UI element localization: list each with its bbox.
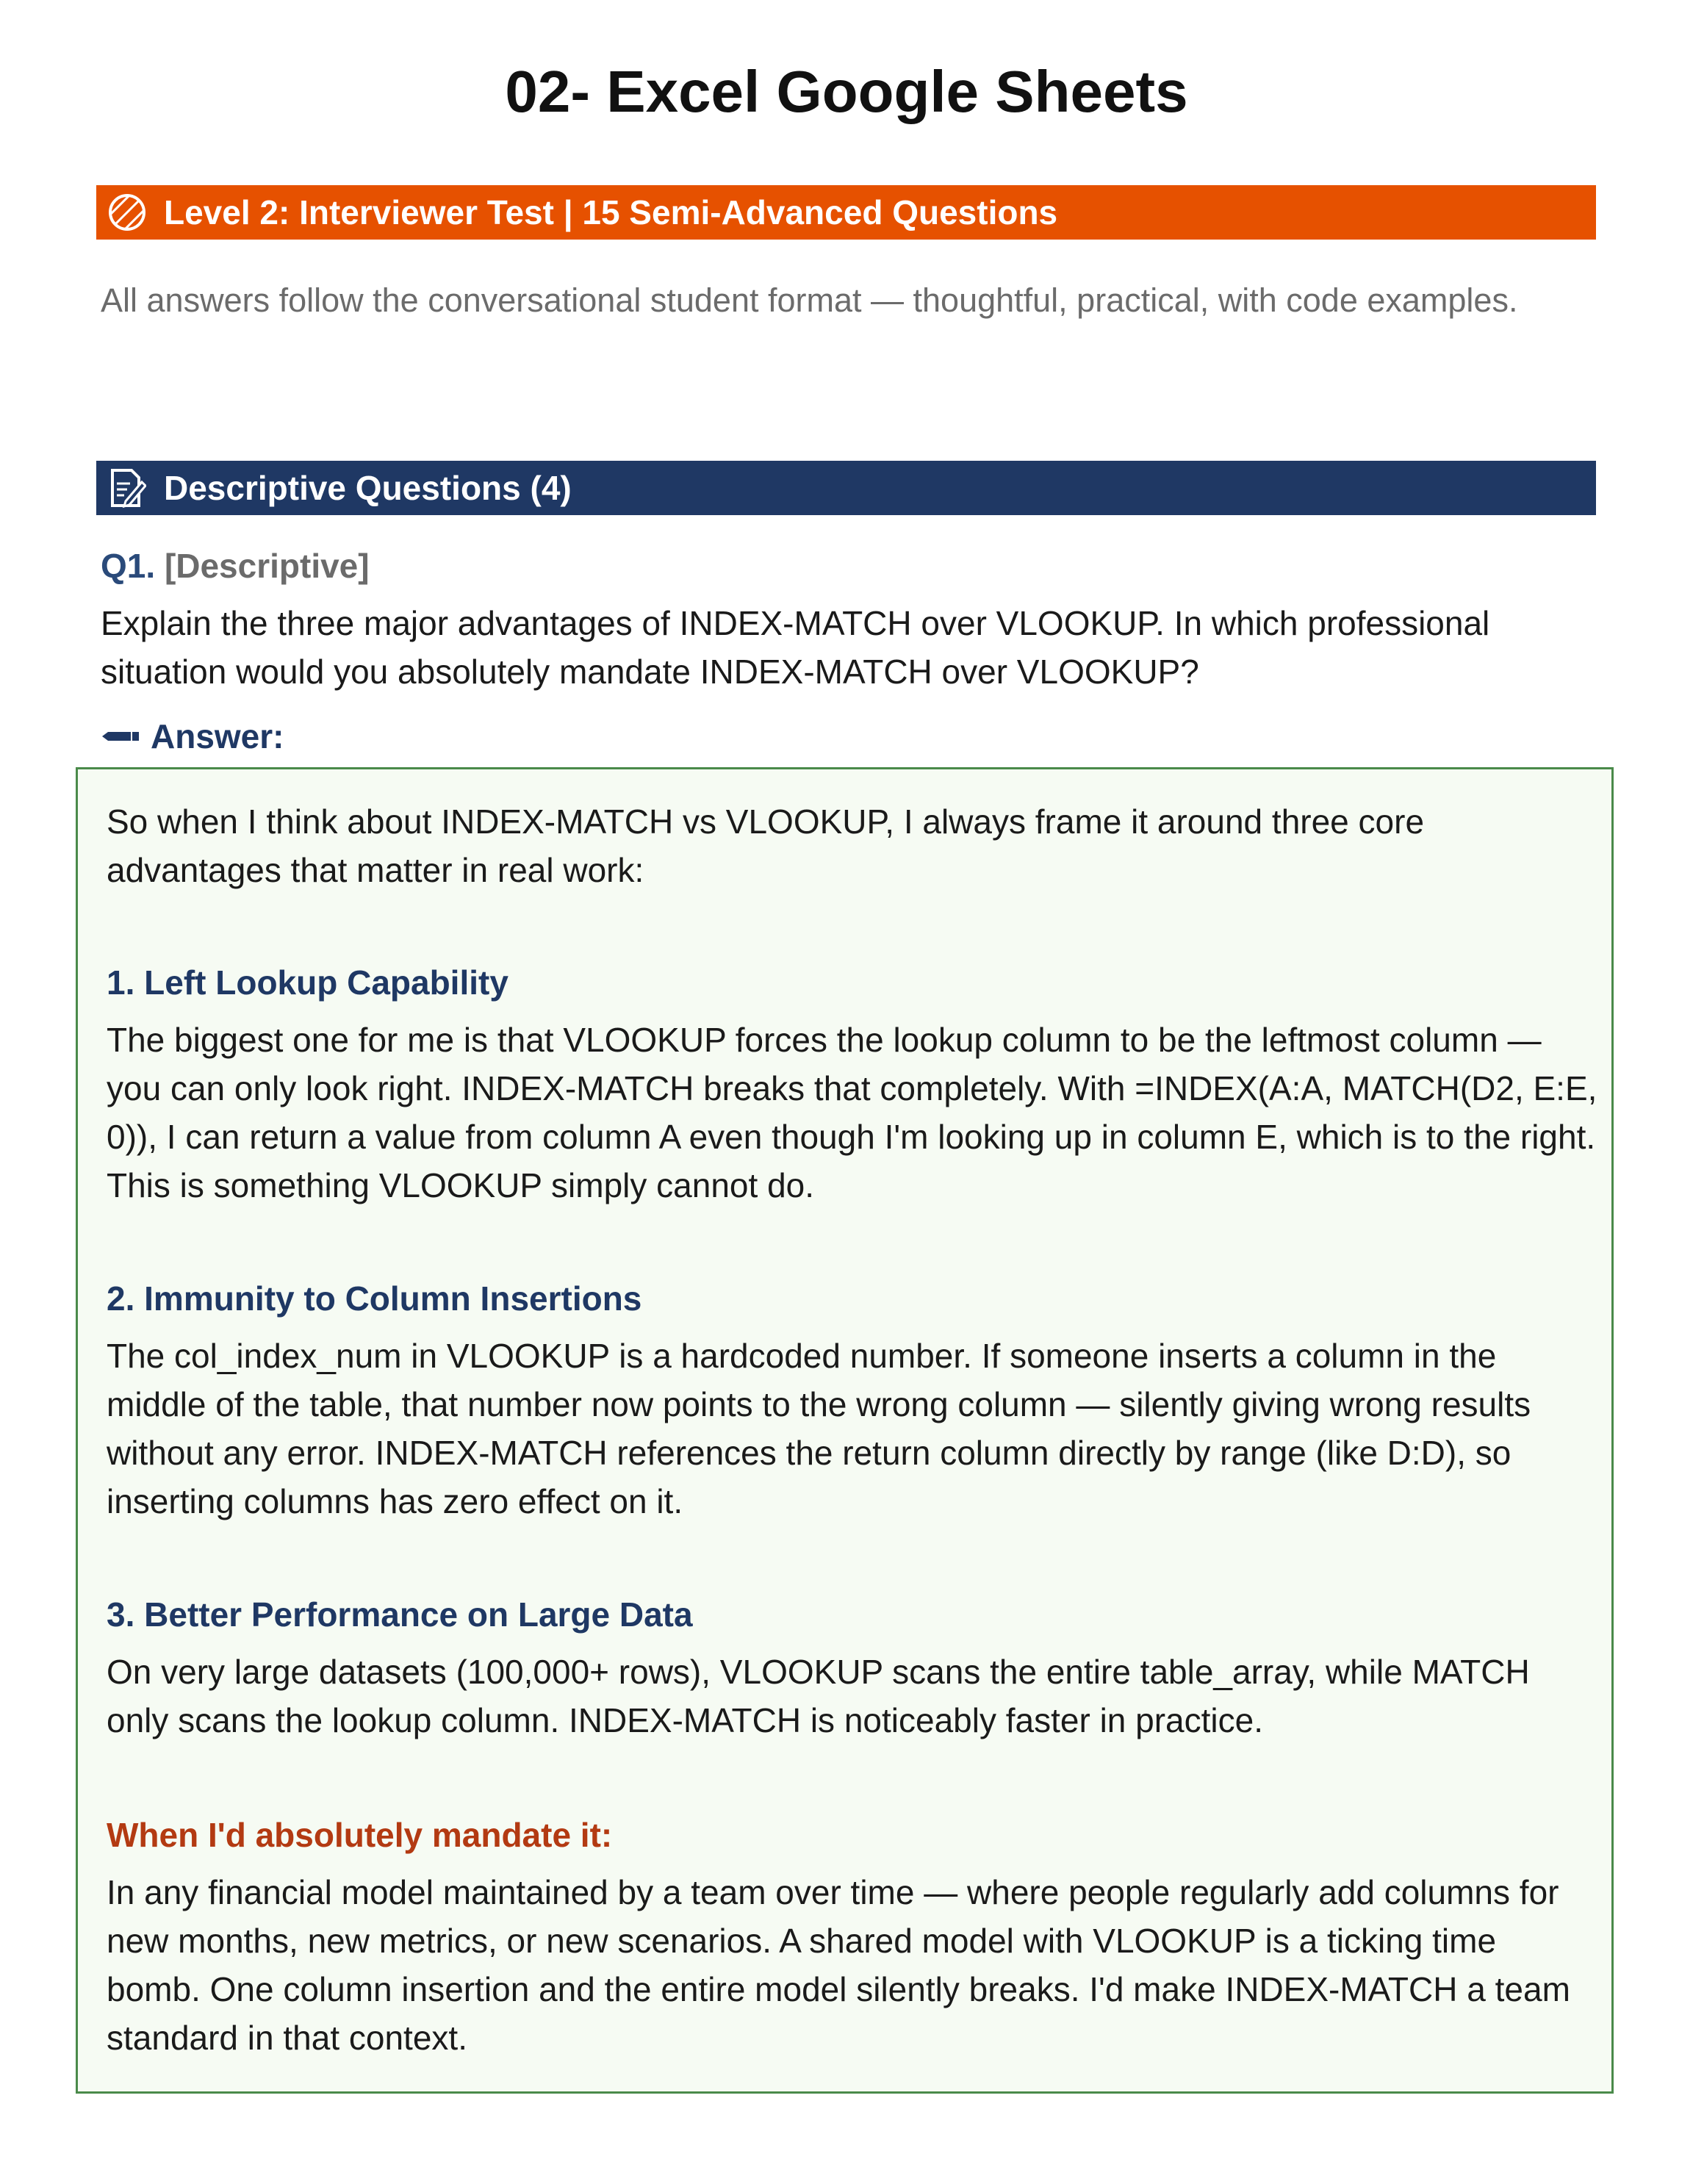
answer-label-text: Answer: [151,717,284,755]
answer-label [101,714,284,758]
answer-point-heading: 2. Immunity to Column Insertions [107,1279,642,1318]
pencil-icon [101,728,140,745]
mandate-body: In any financial model maintained by a team over time — where people regularly add columns for new months, new metrics, or new scenarios. A shared model with VLOOKUP is a ticking time bomb. One column insertion and the entire model silently breaks. I'd make INDEX-MATCH a team standard in that context. [107,1873,1570,2057]
answer-point-body: The col_index_num in VLOOKUP is a hardcoded number. If someone inserts a column in the middle of the table, that number now points to the wrong column — silently giving wrong results without any error. INDEX-MATCH references the return column directly by range (like D:D), so inserting columns has zero effect on it. [107,1337,1531,1520]
question-text: Explain the three major advantages of INDEX-MATCH over VLOOKUP. In which professional situation would you absolutely mandate INDEX-MATCH over VLOOKUP? [101,604,1490,691]
mandate-heading: When I'd absolutely mandate it: [107,1816,613,1854]
section-banner [96,461,1596,515]
section-banner-text: Descriptive Questions (4) [164,469,572,507]
question-type: [Descriptive] [164,547,370,585]
subtitle: All answers follow the conversational student format — thoughtful, practical, with code examples. [101,281,1518,319]
answer-point-heading: 3. Better Performance on Large Data [107,1595,693,1634]
question-number: Q1. [101,547,156,585]
answer-point-body: The biggest one for me is that VLOOKUP forces the lookup column to be the leftmost column — you can only look right. INDEX-MATCH breaks that completely. With =INDEX(A:A, MATCH(D2, E:E, 0)), I can return a value from column A even though I'm looking up in column E, which is to the right. This is something VLOOKUP simply cannot do. [107,1021,1597,1204]
page-title: 02- Excel Google Sheets [505,59,1188,124]
answer-point-heading: 1. Left Lookup Capability [107,963,508,1002]
answer-point-body: On very large datasets (100,000+ rows), VLOOKUP scans the entire table_array, while MATCH only scans the lookup column. INDEX-MATCH is noticeably faster in practice. [107,1653,1530,1739]
level-banner-text: Level 2: Interviewer Test | 15 Semi-Advanced Questions [164,193,1058,231]
level-banner [96,185,1596,240]
question-label [101,544,370,588]
hatched-circle-icon [105,190,149,234]
document-pencil-icon [105,466,149,510]
answer-intro: So when I think about INDEX-MATCH vs VLOOKUP, I always frame it around three core advantages that matter in real work: [107,802,1425,889]
